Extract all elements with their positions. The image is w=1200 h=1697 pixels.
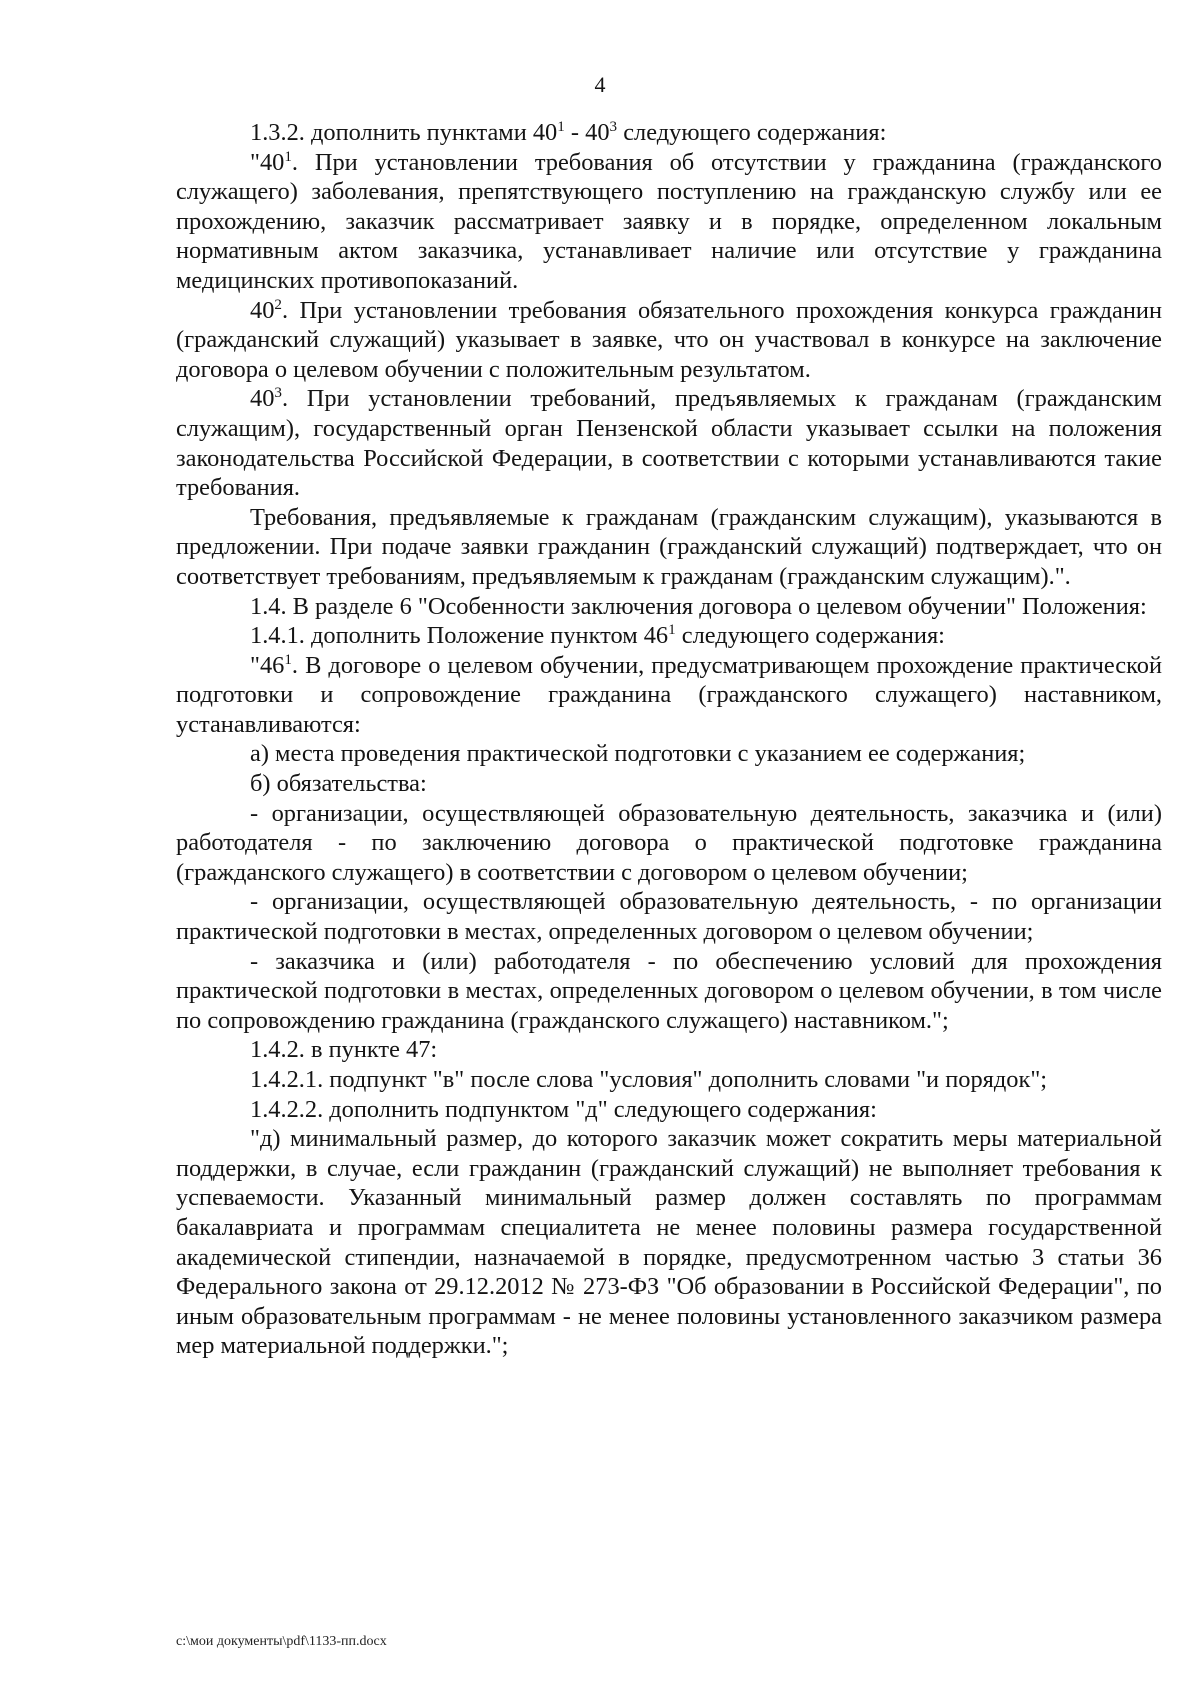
text-run: . При установлении требований, предъявляемых к гражданам (гражданским служащим), государственный орган Пензенской области указывает ссылки на положения законодательства Российской Федерации, в соответствии с которыми устанавливаются такие требования.: [176, 385, 1162, 502]
text-run: "46: [250, 651, 285, 679]
superscript: 1: [557, 118, 565, 135]
text-run: следующего содержания:: [675, 622, 945, 650]
superscript: 3: [609, 118, 618, 135]
text-run: - 40: [564, 119, 610, 146]
superscript: 3: [274, 385, 282, 402]
file-path-footer: c:\мои документы\pdf\1133-пп.docx: [176, 1634, 387, 1649]
superscript: 1: [284, 148, 292, 165]
paragraph-item-d: "д) минимальный размер, до которого заказчик может сократить меры материальной поддержки, в случае, если гражданин (гражданский служащий) не выполняет требования к успеваемости. Указанный минимальный размер должен составлять по программам бакалавриата и программам специалитета не менее половины размера государственной академической стипендии, назначаемой в порядке, предусмотренном частью 3 статьи 36 Федерального закона от 29.12.2012 № 273-ФЗ "Об образовании в Российской Федерации", по иным образовательным программам - не менее половины установленного заказчиком размера мер материальной поддержки.";: [176, 1125, 1162, 1360]
paragraph-1-4: 1.4. В разделе 6 "Особенности заключения договора о целевом обучении" Положения:: [250, 592, 1147, 620]
superscript: 1: [668, 622, 676, 639]
paragraph-1-4-2-1: 1.4.2.1. подпункт "в" после слова "условия" дополнить словами "и порядок";: [250, 1066, 1048, 1093]
paragraph-46-1: [176, 651, 1162, 740]
paragraph-1-3-2: [176, 118, 1162, 148]
text-run: следующего содержания:: [617, 119, 887, 146]
text-run: 1.4.1. дополнить Положение пунктом 46: [250, 622, 669, 650]
text-run: . В договоре о целевом обучении, предусматривающем прохождение практической подготовки и сопровождение гражданина (гражданского служащего) наставником, устанавливаются:: [176, 651, 1162, 738]
paragraph-1-4-2: 1.4.2. в пункте 47:: [250, 1036, 438, 1064]
superscript: 1: [284, 651, 292, 668]
document-body: [176, 118, 1162, 1361]
paragraph-1-4-2-2: 1.4.2.2. дополнить подпунктом "д" следующего содержания:: [250, 1095, 877, 1123]
text-run: 1.3.2. дополнить пунктами 40: [250, 119, 558, 146]
paragraph-requirements: Требования, предъявляемые к гражданам (гражданским служащим), указываются в предложении. При подаче заявки гражданин (гражданский служащий) подтверждает, что он соответствует требованиям, предъявляемым к гражданам (гражданским служащим).".: [176, 503, 1162, 590]
paragraph-obligation-3: - заказчика и (или) работодателя - по обеспечению условий для прохождения практической подготовки в местах, определенных договором о целевом обучении, в том числе по сопровождению гражданина (гражданского служащего) наставником.";: [176, 947, 1162, 1034]
text-run: 40: [250, 296, 275, 324]
text-run: . При установлении требования обязательного прохождения конкурса гражданин (гражданский служащий) указывает в заявке, что он участвовал в конкурсе на заключение договора о целевом обучении с положительным результатом.: [176, 296, 1162, 383]
page-number: 4: [594, 72, 606, 97]
paragraph-40-1: [176, 148, 1162, 296]
paragraph-item-a: а) места проведения практической подготовки с указанием ее содержания;: [250, 740, 1026, 768]
text-run: "40: [250, 148, 285, 176]
text-run: 40: [250, 385, 275, 413]
paragraph-obligation-2: - организации, осуществляющей образовательную деятельность, - по организации практической подготовки в местах, определенных договором о целевом обучении;: [176, 888, 1162, 946]
paragraph-40-2: [176, 296, 1162, 385]
text-run: . При установлении требования об отсутствии у гражданина (гражданского служащего) заболевания, препятствующего поступлению на гражданскую службу или ее прохождению, заказчик рассматривает заявку и в порядке, определенном локальным нормативным актом заказчика, устанавливает наличие или отсутствие у гражданина медицинских противопоказаний.: [176, 148, 1162, 294]
paragraph-item-b: б) обязательства:: [250, 770, 427, 798]
superscript: 2: [274, 296, 282, 313]
paragraph-1-4-1: [176, 621, 1162, 651]
paragraph-obligation-1: - организации, осуществляющей образовательную деятельность, заказчика и (или) работодателя - по заключению договора о практической подготовке гражданина (гражданского служащего) в соответствии с договором о целевом обучении;: [176, 799, 1162, 886]
paragraph-40-3: [176, 384, 1162, 502]
